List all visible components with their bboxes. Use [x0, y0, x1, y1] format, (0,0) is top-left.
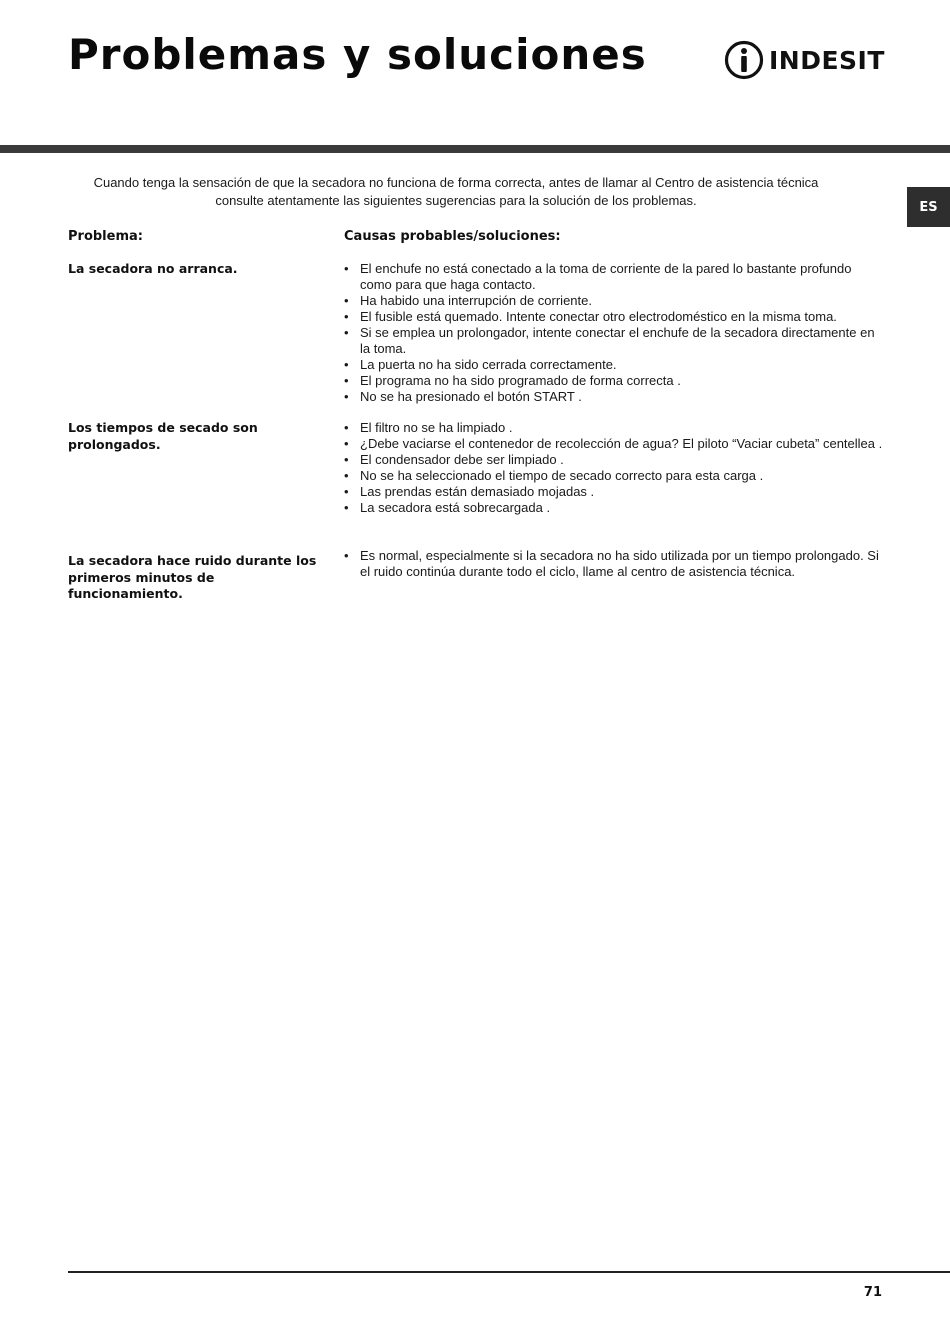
intro-text: Cuando tenga la sensación de que la secadora no funciona de forma correcta, antes de llamar al Centro de asistencia técnica consulte atentamente las siguientes sugerencias para la solución de los problemas. [93, 175, 819, 208]
problem-label: La secadora no arranca. [68, 261, 238, 276]
cause-item: • El condensador debe ser limpiado . [344, 452, 884, 468]
causes-list [344, 548, 884, 580]
cause-item: • El enchufe no está conectado a la toma de corriente de la pared lo bastante profundo como para que haga contacto. [344, 261, 884, 293]
brand-logo [724, 40, 885, 80]
cause-item: • Si se emplea un prolongador, intente conectar el enchufe de la secadora directamente en la toma. [344, 325, 884, 357]
page-title: Problemas y soluciones [68, 30, 647, 79]
page-number: 71 [863, 1285, 882, 1300]
language-tab: ES [907, 187, 950, 227]
brand-wordmark: INDESIT [769, 45, 885, 75]
cause-item: • El programa no ha sido programado de forma correcta . [344, 373, 884, 389]
cause-item: • No se ha presionado el botón START . [344, 389, 884, 405]
problem-label: Los tiempos de secado son prolongados. [68, 420, 258, 452]
header-divider [0, 145, 950, 153]
cause-item: • El fusible está quemado. Intente conectar otro electrodoméstico en la misma toma. [344, 309, 884, 325]
cause-item: • Ha habido una interrupción de corriente. [344, 293, 884, 309]
cause-item: • ¿Debe vaciarse el contenedor de recolección de agua? El piloto “Vaciar cubeta” centellea . [344, 436, 884, 452]
footer-divider [68, 1271, 950, 1273]
column-header-problem: Problema: [68, 229, 143, 244]
cause-item: • La puerta no ha sido cerrada correctamente. [344, 357, 884, 373]
problem-label: La secadora hace ruido durante los primeros minutos de funcionamiento. [68, 553, 317, 601]
cause-item: • Es normal, especialmente si la secadora no ha sido utilizada por un tiempo prolongado. Si el ruido continúa durante todo el ciclo, llame al centro de asistencia técnica. [344, 548, 884, 580]
causes-list [344, 420, 884, 516]
cause-item: • No se ha seleccionado el tiempo de secado correcto para esta carga . [344, 468, 884, 484]
cause-item: • El filtro no se ha limpiado . [344, 420, 884, 436]
indesit-logo-icon [724, 40, 764, 80]
cause-item: • Las prendas están demasiado mojadas . [344, 484, 884, 500]
column-header-causes: Causas probables/soluciones: [344, 229, 561, 244]
cause-item: • La secadora está sobrecargada . [344, 500, 884, 516]
causes-list [344, 261, 884, 405]
